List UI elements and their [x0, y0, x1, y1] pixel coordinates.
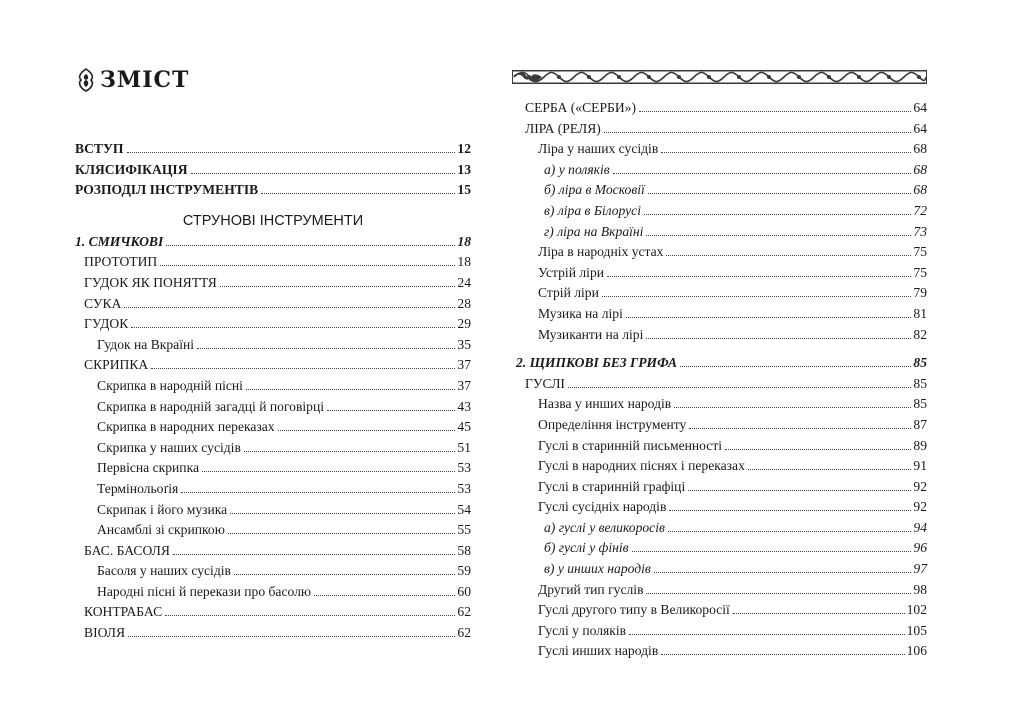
- toc-entry[interactable]: 2. ЩИПКОВІ БЕЗ ГРИФА 85: [516, 355, 927, 371]
- toc-entry[interactable]: Ансамблі зі скрипкою 55: [97, 522, 471, 538]
- toc-entry[interactable]: г) ліра на Вкраїні 73: [544, 223, 927, 239]
- section-title: СТРУНОВІ ІНСТРУМЕНТИ: [182, 212, 364, 229]
- toc-entry[interactable]: Назва у инших народів 85: [538, 396, 927, 412]
- toc-entry[interactable]: Гуслі сусідніх народів 92: [538, 499, 927, 515]
- toc-entry[interactable]: Гуслі инших народів 106: [538, 643, 927, 659]
- toc-entry[interactable]: а) гуслі у великоросів 94: [544, 519, 927, 535]
- toc-entry[interactable]: ЛІРА (РЕЛЯ) 64: [525, 120, 927, 136]
- page-title: ЗМІСТ: [100, 67, 190, 93]
- toc-entry[interactable]: Гуслі в старинній письменності 89: [538, 437, 927, 453]
- toc-entry[interactable]: Басоля у наших сусідів 59: [97, 563, 471, 579]
- toc-entry[interactable]: ВСТУП 12: [75, 141, 471, 156]
- right-column: [516, 98, 927, 662]
- toc-entry[interactable]: РОЗПОДІЛ ІНСТРУМЕНТІВ 15: [75, 182, 471, 198]
- toc-entry[interactable]: Музиканти на лірі 82: [538, 326, 927, 342]
- toc-entry[interactable]: Ліра в народніх устах 75: [538, 244, 927, 260]
- toc-entry[interactable]: КЛЯСИФІКАЦІЯ 13: [75, 161, 471, 177]
- contents-heading: [75, 67, 189, 93]
- toc-entry[interactable]: Скрипак і його музика 54: [97, 501, 471, 517]
- toc-entry[interactable]: Народні пісні й перекази про басолю 60: [97, 583, 471, 599]
- toc-entry[interactable]: 1. СМИЧКОВІ 18: [75, 233, 471, 249]
- toc-entry[interactable]: ГУСЛІ 85: [525, 375, 927, 391]
- toc-entry[interactable]: а) у поляків 68: [544, 161, 927, 177]
- toc-entry[interactable]: Музика на лірі 81: [538, 305, 927, 321]
- toc-entry[interactable]: Другий тип гуслів 98: [538, 581, 927, 597]
- toc-entry[interactable]: в) у инших народів 97: [544, 561, 927, 577]
- toc-entry[interactable]: ПРОТОТИП 18: [84, 254, 471, 270]
- toc-entry[interactable]: КОНТРАБАС 62: [84, 604, 471, 620]
- toc-entry[interactable]: СКРИПКА 37: [84, 357, 471, 373]
- toc-entry[interactable]: Скрипка у наших сусідів 51: [97, 439, 471, 455]
- toc-entry[interactable]: Термінольоґія 53: [97, 480, 471, 496]
- decorative-border: [512, 70, 927, 84]
- toc-entry[interactable]: ГУДОК ЯК ПОНЯТТЯ 24: [84, 274, 471, 290]
- toc-entry[interactable]: Гуслі в старинній графіці 92: [538, 478, 927, 494]
- toc-entry[interactable]: Скрипка в народній загадці й поговірці 43: [97, 398, 471, 414]
- toc-entry[interactable]: б) ліра в Московії 68: [544, 182, 927, 198]
- toc-entry[interactable]: Ліра у наших сусідів 68: [538, 141, 927, 157]
- toc-entry[interactable]: Скрипка в народних переказах 45: [97, 419, 471, 435]
- toc-entry[interactable]: Гуслі другого типу в Великоросії 102: [538, 602, 927, 618]
- toc-entry[interactable]: СУКА 28: [84, 295, 471, 311]
- toc-entry[interactable]: в) ліра в Білорусі 72: [544, 202, 927, 218]
- toc-entry[interactable]: ВІОЛЯ 62: [84, 625, 471, 641]
- toc-entry[interactable]: СЕРБА («СЕРБИ») 64: [525, 100, 927, 115]
- toc-entry[interactable]: Устрій ліри 75: [538, 264, 927, 280]
- toc-entry[interactable]: Определіння інструменту 87: [538, 416, 927, 432]
- toc-entry[interactable]: Первісна скрипка 53: [97, 460, 471, 476]
- toc-entry[interactable]: б) гуслі у фінів 96: [544, 540, 927, 556]
- left-column: [75, 139, 471, 644]
- toc-entry[interactable]: Скрипка в народній пісні 37: [97, 377, 471, 393]
- toc-entry[interactable]: Гудок на Вкраїні 35: [97, 336, 471, 352]
- toc-entry[interactable]: ГУДОК 29: [84, 316, 471, 332]
- toc-entry[interactable]: БАС. БАСОЛЯ 58: [84, 542, 471, 558]
- toc-entry[interactable]: Гуслі у поляків 105: [538, 622, 927, 638]
- toc-entry[interactable]: Гуслі в народних піснях і переказах 91: [538, 458, 927, 474]
- ornament-icon: [75, 67, 97, 93]
- toc-entry[interactable]: Стрій ліри 79: [538, 285, 927, 301]
